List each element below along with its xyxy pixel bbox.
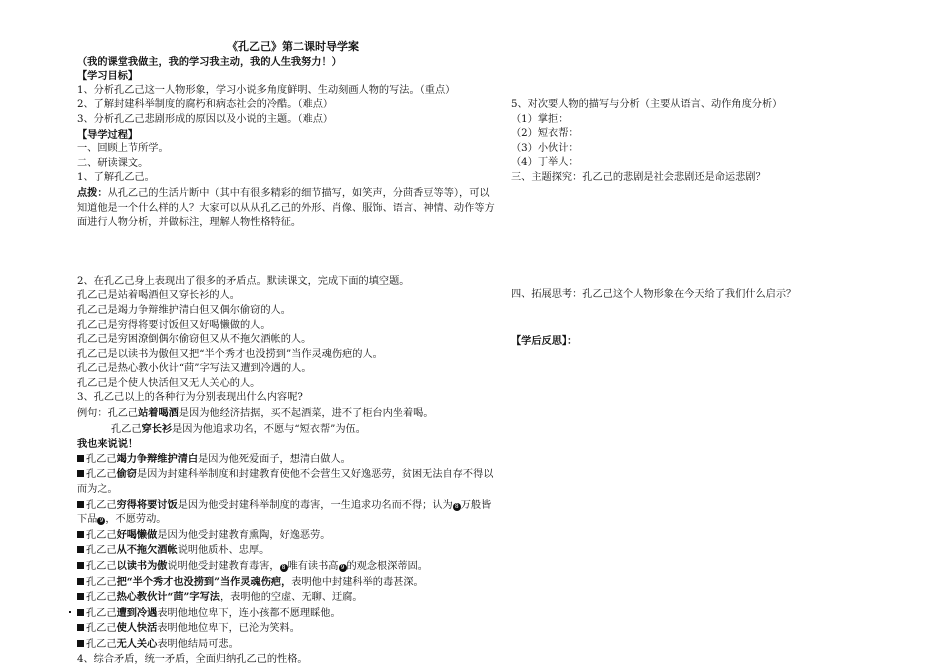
contradiction-item: 孔乙己是穷困潦倒偶尔偷窃但又从不拖欠酒帐的人。	[77, 334, 312, 346]
answer-item: 孔乙己好喝懒做是因为他受封建教育熏陶，好逸恶劳。	[77, 528, 497, 544]
circled-9-icon: 9	[97, 517, 105, 525]
circled-9-icon: 9	[339, 564, 347, 572]
minor-character-item: （3）小伙计：	[511, 142, 579, 154]
answer-item: 孔乙己以读书为傲说明他受封建教育毒害， 8 唯有读书高 9 的观念根深蒂固。	[77, 559, 497, 575]
bullet-square-icon	[77, 593, 84, 600]
minor-character-item: （1）掌拒：	[511, 113, 569, 125]
tip-paragraph	[77, 186, 497, 231]
bullet-square-icon	[77, 609, 84, 616]
example-line: 孔乙己穿长衫是因为他追求功名，不愿与“短衣帮”为伍。	[111, 422, 366, 435]
process-heading: 【导学过程】	[77, 128, 139, 141]
answer-item: 孔乙己无人关心表明他结局可悲。	[77, 637, 497, 653]
circled-8-icon: 8	[453, 503, 461, 511]
bullet-square-icon	[77, 562, 84, 569]
page-title: 《孔乙己》第二课时导学案	[227, 40, 359, 53]
contradiction-item: 孔乙己是个使人快活但又无人关心的人。	[77, 377, 261, 389]
contradiction-item: 孔乙己是穷得将要讨饭但又好喝懒做的人。	[77, 319, 271, 331]
contradiction-item: 孔乙己是竭力争辩维护清白但又偶尔偷窃的人。	[77, 304, 291, 316]
answer-item: 孔乙己穷得将要讨饭是因为他受封建科举制度的毒害，一生追求功名而不得；认为 8 万般皆下品 9 ，不愿劳动。	[77, 498, 492, 526]
contradiction-item: 孔乙己是站着喝酒但又穿长衫的人。	[77, 290, 240, 302]
step-review: 一、回顾上节所学。	[77, 143, 169, 155]
bullet-square-icon	[77, 640, 84, 647]
reflection-heading: 【学后反思】：	[511, 335, 578, 348]
sub-contradictions: 2、在孔乙己身上表现出了很多的矛盾点。默读课文，完成下面的填空题。	[77, 275, 410, 287]
goals-heading: 【学习目标】	[77, 70, 139, 83]
contradiction-item: 孔乙己是以读书为傲但又把“半个秀才也没捞到”当作灵魂伤疤的人。	[77, 348, 383, 360]
goal-item: 2、了解封建科举制度的腐朽和病态社会的冷酷。（难点）	[77, 99, 334, 111]
minor-character-item: （2）短衣帮：	[511, 128, 579, 140]
step-read: 二、研读课文。	[77, 157, 149, 169]
bullet-square-icon	[77, 531, 84, 538]
sub-summary: 4、综合矛盾，统一矛盾，全面归纳孔乙己的性格。	[77, 653, 308, 665]
answer-item: 孔乙己竭力争辩维护清白是因为他死爱面子，想清白做人。	[77, 452, 497, 468]
bullet-square-icon	[77, 624, 84, 631]
answer-item: 孔乙己把“半个秀才也没捞到”当作灵魂伤疤，表明他中封建科举的毒甚深。	[77, 575, 497, 591]
bullet-square-icon	[77, 578, 84, 585]
contradiction-list	[77, 289, 497, 391]
theme-question: 三、主题探究：孔乙己的悲剧是社会悲剧还是命运悲剧？	[511, 171, 766, 183]
goal-item: 3、分析孔乙己悲剧形成的原因以及小说的主题。（难点）	[77, 113, 334, 125]
extension-question: 四、拓展思考：孔乙己这个人物形象在今天给了我们什么启示？	[511, 288, 797, 300]
minor-character-item: （4）丁举人：	[511, 157, 579, 169]
question-minor-characters: 5、对次要人物的描写与分析（主要从语言、动作角度分析）	[511, 99, 783, 110]
goal-item: 1、分析孔乙己这一人物形象，学习小说多角度鲜明、生动刻画人物的写法。（重点）	[77, 84, 456, 96]
example-label: 例句：	[77, 408, 108, 420]
answer-item: 孔乙己热心教伙计“茴”字写法，表明他的空虚、无聊、迂腐。	[77, 590, 497, 606]
left-column	[77, 40, 497, 667]
sub-behaviors: 3、孔乙己以上的各种行为分别表现出什么内容呢?	[77, 392, 303, 404]
answer-item: 孔乙己遭到冷遇表明他地位卑下，连小孩都不愿理睬他。	[77, 606, 497, 622]
tip-label: 点拨：	[77, 186, 108, 199]
contradiction-item: 孔乙己是热心教小伙计“茴”字写法又遭到冷遇的人。	[77, 363, 312, 375]
also-say-heading: 我也来说说！	[77, 438, 139, 451]
answer-item: 孔乙己偷窃是因为封建科举制度和封建教育使他不会营生又好逸恶劳，贫困无法自存不得以而为之。	[77, 468, 494, 496]
stray-dot	[69, 611, 71, 613]
bullet-square-icon	[77, 470, 84, 477]
right-column	[511, 98, 891, 349]
bullet-square-icon	[77, 546, 84, 553]
tip-text: 从孔乙己的生活片断中（其中有很多精彩的细节描写，如笑声，分茴香豆等等），可以知道他是一个什么样的人？大家可以从从孔乙己的外形、肖像、服饰、语言、神情、动作等方面进行人物分析，并做标注，理解人物性格特征。	[77, 187, 495, 229]
answer-item: 孔乙己使人快活表明他地位卑下，已沦为笑料。	[77, 621, 497, 637]
answer-item: 孔乙己从不拖欠酒帐说明他质朴、忠厚。	[77, 543, 497, 559]
motto: （我的课堂我做主，我的学习我主动，我的人生我努力！）	[77, 55, 342, 68]
bullet-square-icon	[77, 455, 84, 462]
bullet-square-icon	[77, 501, 84, 508]
circled-8-icon: 8	[280, 564, 288, 572]
example-line: 例句：孔乙己站着喝酒是因为他经济拮据，买不起酒菜，进不了柜台内坐着喝。	[77, 407, 434, 420]
sub-understand: 1、了解孔乙己。	[77, 172, 155, 184]
